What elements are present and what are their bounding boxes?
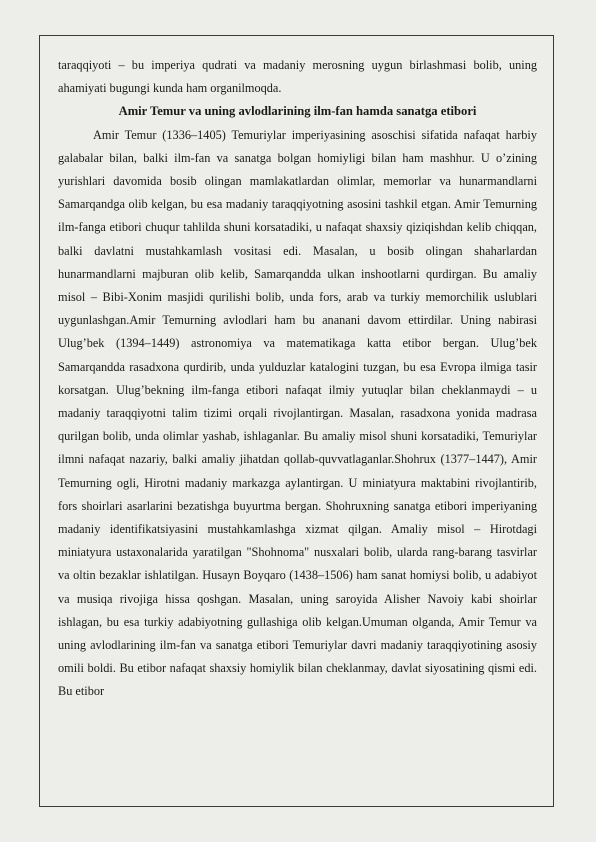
document-body [58,54,537,704]
body-paragraph: Amir Temur (1336–1405) Temuriylar imperiyasining asoschisi sifatida nafaqat harbiy galabalar bilan, balki ilm-fan va sanatga bolgan homiyligi bilan ham mashhur. U o’zining yurishlari davomida bosib olingan mamlakatlardan olimlar, memorlar va hunarmandlarni Samarqandga olib kelgan, bu esa madaniy taraqqiyotning asosini tashkil etgan. Amir Temurning ilm-fanga etibori chuqur tahlilda shuni korsatadiki, u nafaqat shaxsiy qiziqishdan kelib chiqqan, balki davlatni mustahkamlash vositasi edi. Masalan, u bosib olingan shaharlardan hunarmandlarni majburan olib kelib, Samarqandda ulkan inshootlarni qurdirgan. Bu amaliy misol – Bibi-Xonim masjidi qurilishi bolib, unda fors, arab va turkiy memorchilik uslublari uygunlashgan.Amir Temurning avlodlari ham bu ananani davom ettirdilar. Uning nabirasi Ulug’bek (1394–1449) astronomiya va matematikaga katta etibor bergan. Ulug’bek Samarqandda rasadxona qurdirib, unda yulduzlar katalogini tuzgan, bu esa Evropa ilmiga tasir korsatgan. Ulug’bekning ilm-fanga etibori nafaqat ilmiy yutuqlar bilan cheklanmaydi – u madaniy taraqqiyotni talim tizimi orqali rivojlantirgan. Masalan, rasadxona yonida madrasa qurilgan bolib, unda olimlar yashab, ishlaganlar. Bu amaliy misol shuni korsatadiki, Temuriylar ilmni nafaqat nazariy, balki amaliy jihatdan qollab-quvvatlaganlar.Shohrux (1377–1447), Amir Temurning ogli, Hirotni madaniy markazga aylantirgan. U miniatyura maktabini rivojlantirib, fors shoirlari asarlarini bezatishga buyurtma bergan. Shohruxning sanatga etibori imperiyaning madaniy identifikatsiyasini mustahkamlashga xizmat qilgan. Amaliy misol – Hirotdagi miniatyura ustaxonalarida yaratilgan "Shohnoma" nusxalari bolib, ularda rang-barang tasvirlar va oltin bezaklar ishlatilgan. Husayn Boyqaro (1438–1506) ham sanat homiysi bolib, u adabiyot va musiqa rivojiga hissa qoshgan. Masalan, uning saroyida Alisher Navoiy kabi shoirlar ishlagan, bu esa turkiy adabiyotning gullashiga olib kelgan.Umuman olganda, Amir Temur va uning avlodlarining ilm-fan va sanatga etibori Temuriylar davri madaniy taraqqiyotining asosiy omili boldi. Bu etibor nafaqat shaxsiy homiylik bilan cheklanmay, davlat siyosatining qismi edi. Bu etibor [58,127,537,699]
section-heading: Amir Temur va uning avlodlarining ilm-fan hamda sanatga etibori [118,104,477,119]
intro-paragraph: taraqqiyoti – bu imperiya qudrati va madaniy merosning uygun birlashmasi bolib, uning ahamiyati bugungi kunda ham organilmoqda. [58,58,537,96]
